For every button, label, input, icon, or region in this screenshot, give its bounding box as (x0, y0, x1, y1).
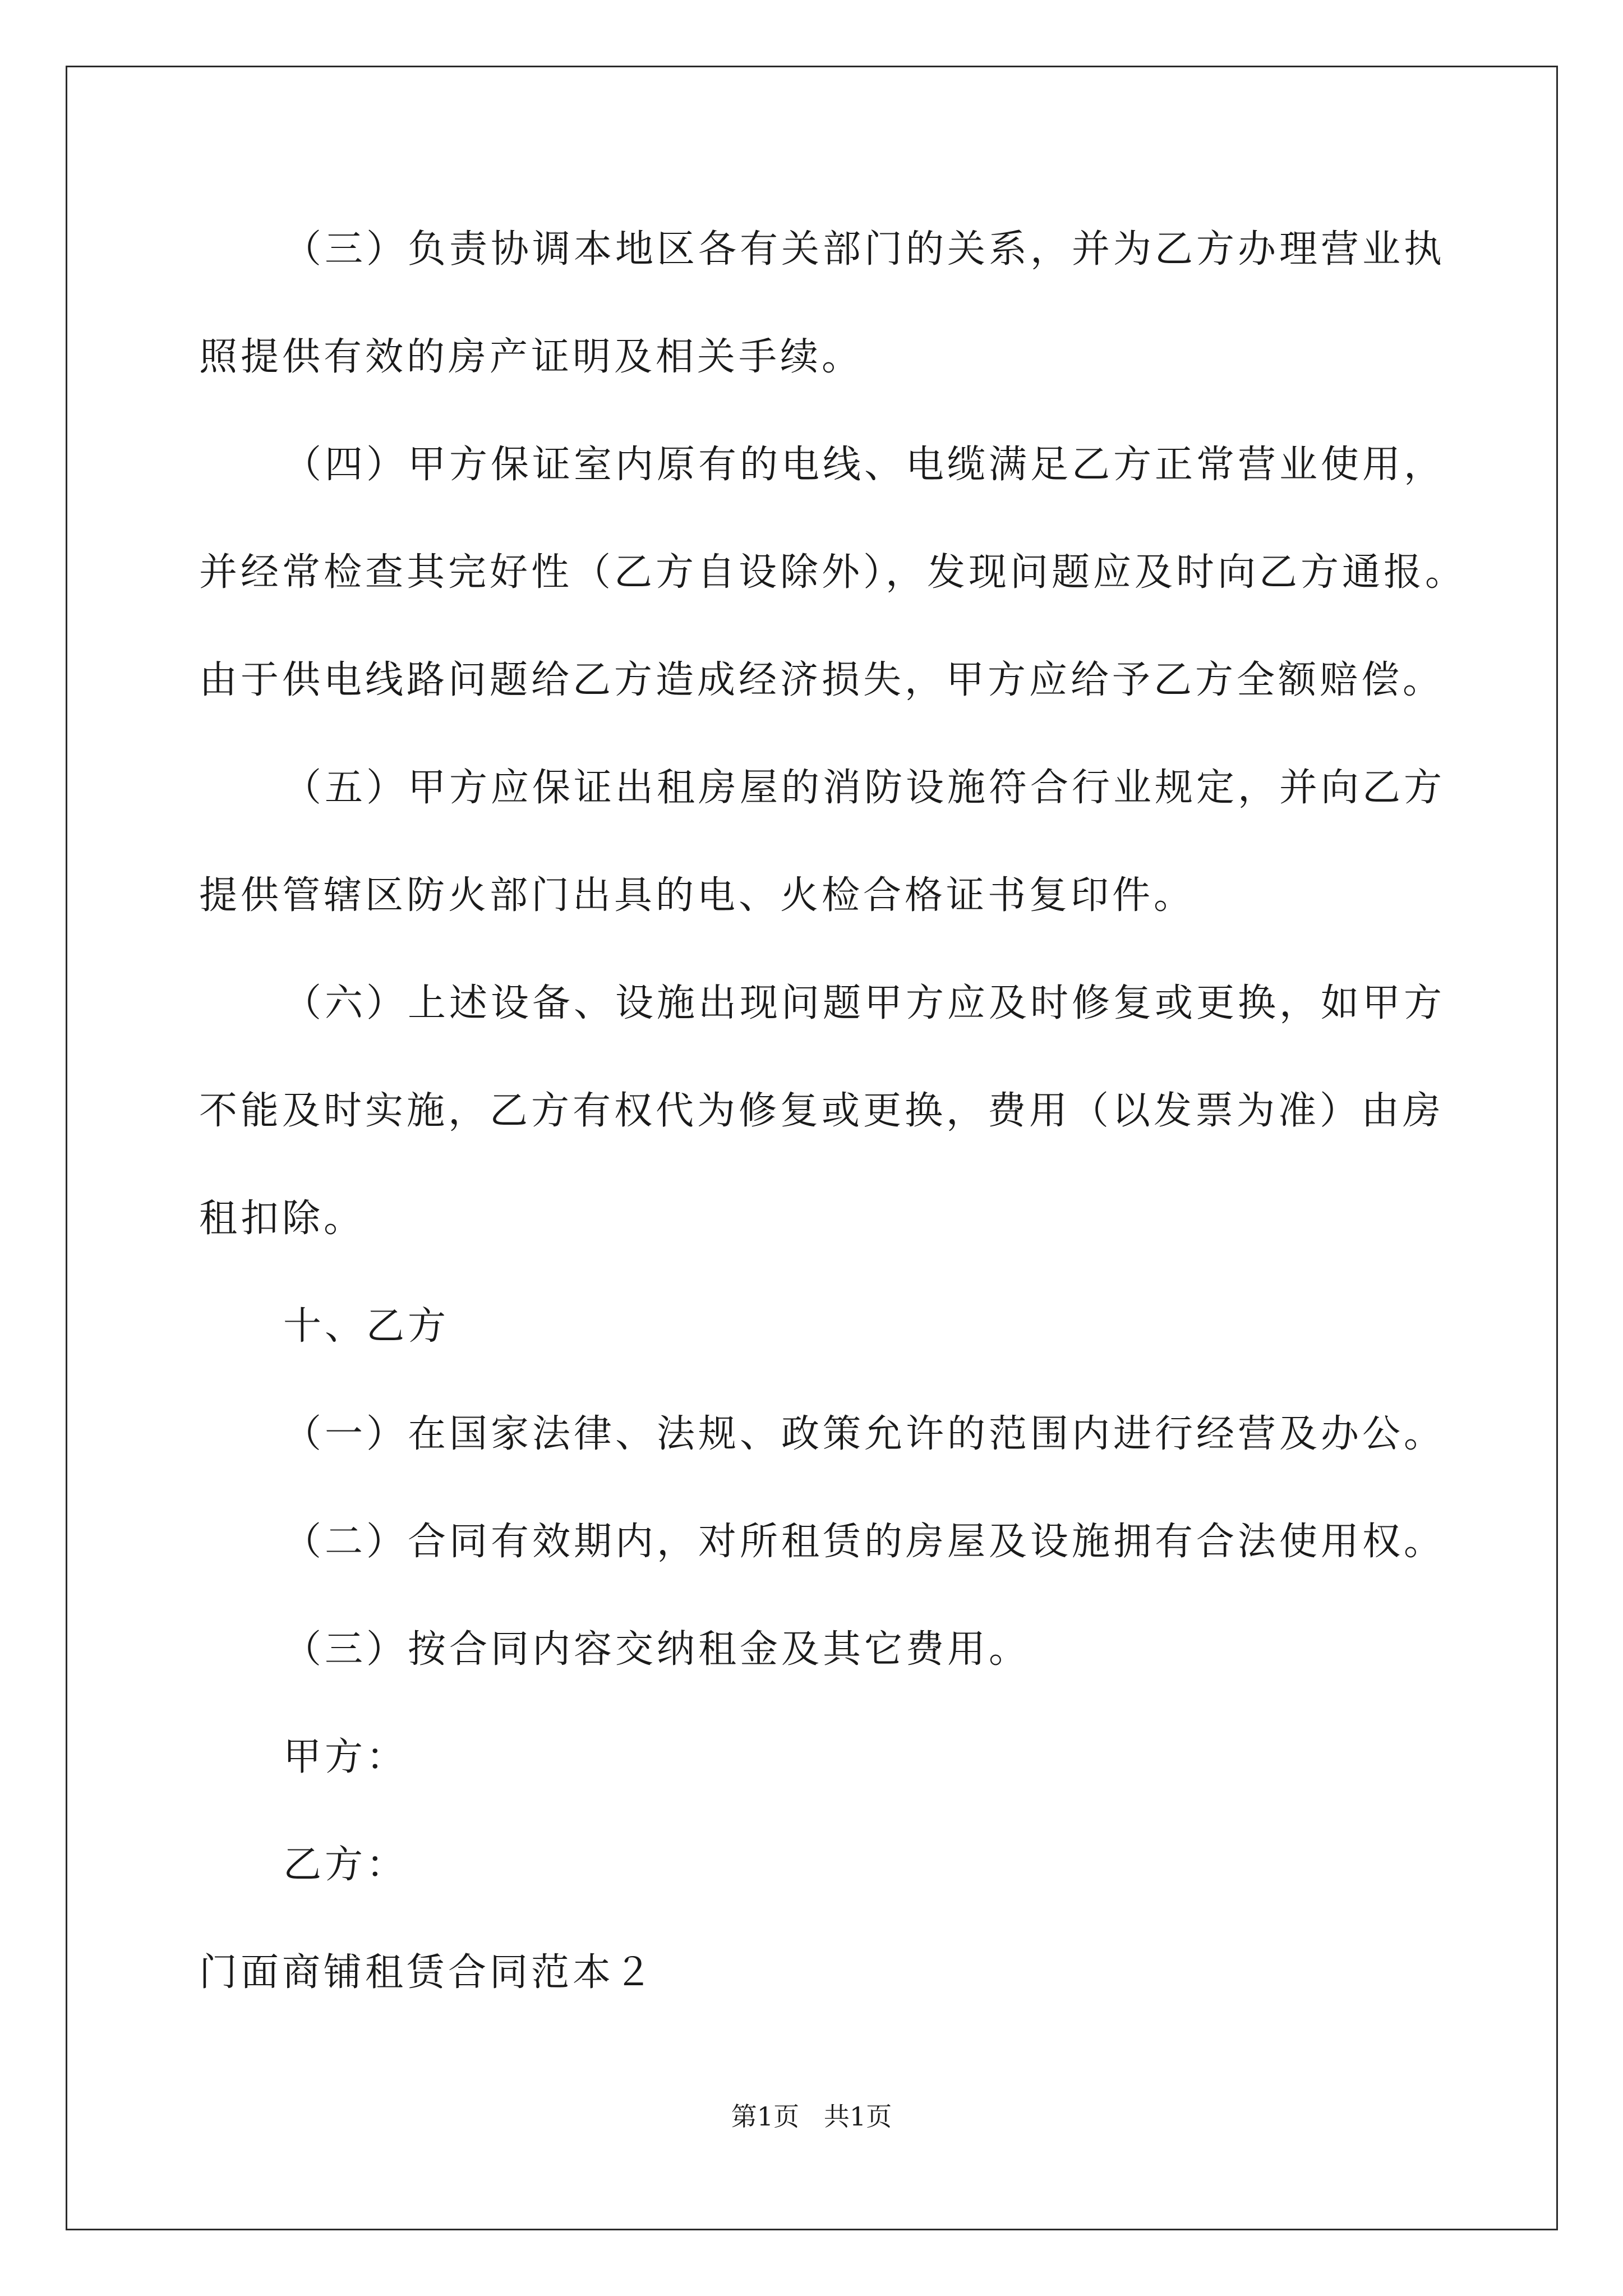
clause-5-line-1: （五）甲方应保证出租房屋的消防设施符合行业规定，并向乙方 (283, 766, 1446, 810)
clause-3-line-2: 照提供有效的房产证明及相关手续。 (199, 335, 864, 379)
party-b-item-3: （三）按合同内容交纳租金及其它费用。 (283, 1627, 1031, 1672)
party-b-signature-label: 乙方： (283, 1843, 408, 1887)
clause-4-line-2: 并经常检查其完好性（乙方自设除外），发现问题应及时向乙方通报。 (199, 550, 1467, 595)
section-heading: 十、乙方 (283, 1304, 450, 1349)
party-b-item-2: （二）合同有效期内，对所租赁的房屋及设施拥有合法使用权。 (283, 1520, 1446, 1564)
party-b-item-1: （一）在国家法律、法规、政策允许的范围内进行经营及办公。 (283, 1412, 1446, 1456)
next-document-title: 门面商铺租赁合同范本２ (199, 1950, 656, 1995)
clause-5-line-2: 提供管辖区防火部门出具的电、火检合格证书复印件。 (199, 873, 1196, 918)
page-number-footer: 第1页 共1页 (731, 2101, 892, 2132)
clause-6-line-1: （六）上述设备、设施出现问题甲方应及时修复或更换，如甲方 (283, 981, 1446, 1025)
party-a-signature-label: 甲方： (283, 1735, 408, 1779)
clause-6-line-3: 租扣除。 (199, 1197, 366, 1241)
clause-6-line-2: 不能及时实施，乙方有权代为修复或更换，费用（以发票为准）由房 (199, 1089, 1445, 1133)
clause-4-line-1: （四）甲方保证室内原有的电线、电缆满足乙方正常营业使用， (283, 443, 1446, 487)
page-border (66, 66, 1558, 2230)
clause-4-line-3: 由于供电线路问题给乙方造成经济损失，甲方应给予乙方全额赔偿。 (199, 658, 1445, 702)
clause-3-line-1: （三）负责协调本地区各有关部门的关系，并为乙方办理营业执 (283, 227, 1446, 272)
